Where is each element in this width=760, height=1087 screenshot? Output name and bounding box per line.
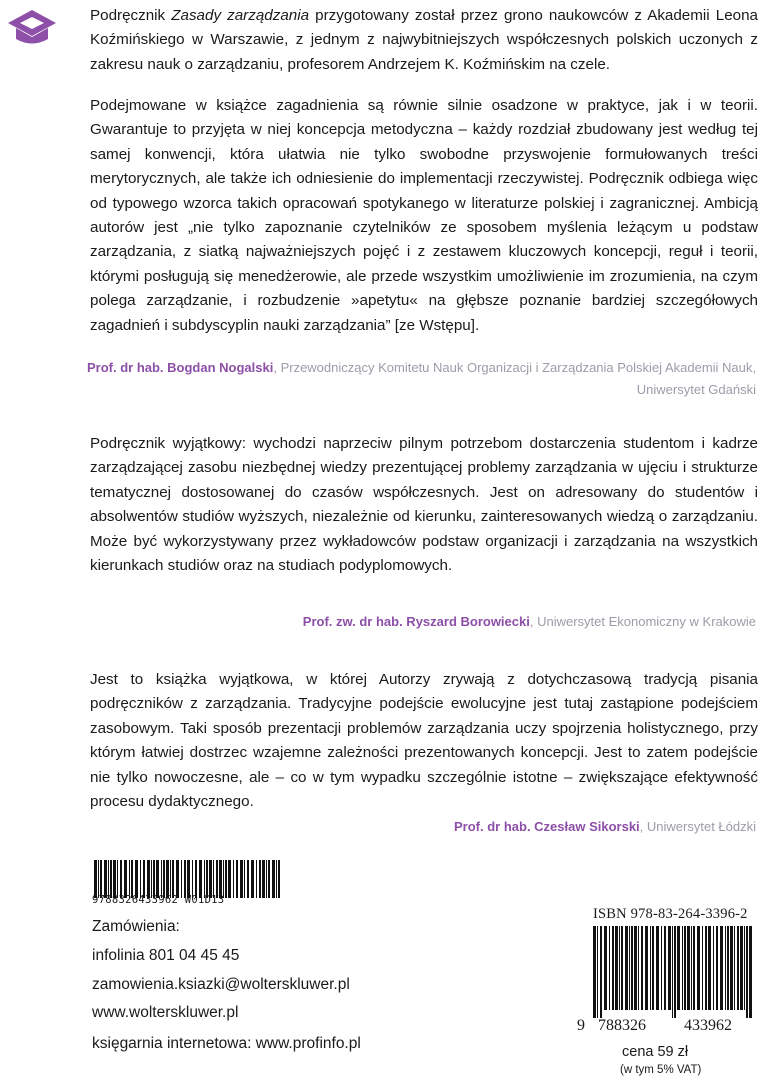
isbn-barcode bbox=[591, 926, 755, 1018]
reviewer-name: Prof. dr hab. Czesław Sikorski bbox=[454, 819, 640, 834]
reviewer-name: Prof. zw. dr hab. Ryszard Borowiecki bbox=[302, 614, 530, 629]
reviewer-affiliation: , Przewodniczący Komitetu Nauk Organizacji i Zarządzania Polskiej Akademii Nauk, Uniwersytet Gdański bbox=[273, 360, 756, 397]
graduation-cap-icon bbox=[6, 8, 58, 48]
review-paragraph-2: Podręcznik wyjątkowy: wychodzi naprzeciw pilnym potrzebom dostarczenia studentom i kadrze zarządzającej zasobu niezbędnej wiedzy prezentującej problemy zarządzania w ujęciu i strukturze tematycznej dostosowanej do czasów współczesnych. Jest on adresowany do studentów i absolwentów studiów wyższych, niezależnie od kierunku, zainteresowanych wiedzą o zarządzaniu. Może być wykorzystywany przez wykładowców podstaw organizacji i zarządzania na wszystkich kierunkach studiów oraz na studiach podyplomowych. bbox=[90, 435, 758, 575]
review-signature-3 bbox=[76, 816, 756, 838]
orders-label: Zamówienia: bbox=[92, 918, 180, 935]
bookstore-link-text: księgarnia internetowa: www.profinfo.pl bbox=[92, 1035, 361, 1052]
publisher-website: www.wolterskluwer.pl bbox=[92, 1004, 239, 1021]
infoline-text: infolinia 801 04 45 45 bbox=[92, 947, 240, 964]
review-paragraph-3: Jest to książka wyjątkowa, w której Autorzy zrywają z dotychczasową tradycją pisania podręczników z zarządzania. Tradycyjne podejście ewolucyjne jest tutaj zastąpione podejściem zasobowym. Taki sposób prezentacji problemów zarządzania uczy spojrzenia holistycznego, przy którym łatwiej dostrzec wzajemne zależności prezentowanych koncepcji. Jest to zatem podejście nie tylko nowoczesne, ale – co w tym wypadku szczególnie istotne – zwiększające efektywność procesu dydaktycznego. bbox=[90, 671, 758, 811]
review-signature-2 bbox=[76, 611, 756, 633]
isbn-digit-first: 9 bbox=[577, 1017, 585, 1034]
reviewer-affiliation: , Uniwersytet Ekonomiczny w Krakowie bbox=[529, 614, 756, 629]
price-label: cena 59 zł bbox=[622, 1044, 689, 1060]
book-title: Zasady zarządzania bbox=[171, 7, 310, 24]
reviewer-name: Prof. dr hab. Bogdan Nogalski bbox=[86, 360, 274, 375]
vat-note: (w tym 5% VAT) bbox=[620, 1064, 702, 1076]
isbn-digits-left: 788326 bbox=[598, 1017, 646, 1034]
isbn-label: ISBN 978-83-264-3396-2 bbox=[593, 906, 748, 922]
reviewer-affiliation: , Uniwersytet Łódzki bbox=[639, 819, 756, 834]
description-paragraph: Podejmowane w książce zagadnienia są równie silnie osadzone w praktyce, jak i w teorii. Gwarantuje to przyjęta w niej koncepcja metodyczna – każdy rozdział zbudowany jest według tej samej konwencji, która ułatwia nie tylko swobodne przyswojenie formułowanych treści merytorycznych, ale także ich odniesienie do implementacji rzeczywistej. Podręcznik odbiega więc od typowego wzorca takich opracowań spotykanego w literaturze polskiej i zagranicznej. Ambicją autorów jest „nie tylko zapoznanie czytelników ze sposobem myślenia leżącym u podstaw zarządzania, z siatką najważniejszych pojęć i z zestawem kluczowych koncepcji, reguł i teorii, którymi posługują się menedżerowie, ale przede wszystkim umożliwienie im zrozumienia, na czym polega zarządzanie, i rozbudzenie »apetytu« na głębsze poznanie bardziej szczegółowych zagadnień i subdyscyplin nauki zarządzania” [ze Wstępu]. bbox=[90, 97, 758, 334]
small-barcode bbox=[92, 860, 282, 898]
small-barcode-number: 9788326433962 W01D13 bbox=[92, 894, 225, 906]
isbn-digits-right: 433962 bbox=[684, 1017, 732, 1034]
review-signature-1 bbox=[76, 357, 756, 401]
intro-paragraph: Podręcznik Zasady zarządzania przygotowany został przez grono naukowców z Akademii Leona Koźmińskiego w Warszawie, z jednym z najwybitniejszych współczesnych polskich uczonych z zakresu nauk o zarządzaniu, profesorem Andrzejem K. Koźmińskim na czele. bbox=[90, 7, 758, 73]
orders-email: zamowienia.ksiazki@wolterskluwer.pl bbox=[92, 976, 350, 993]
